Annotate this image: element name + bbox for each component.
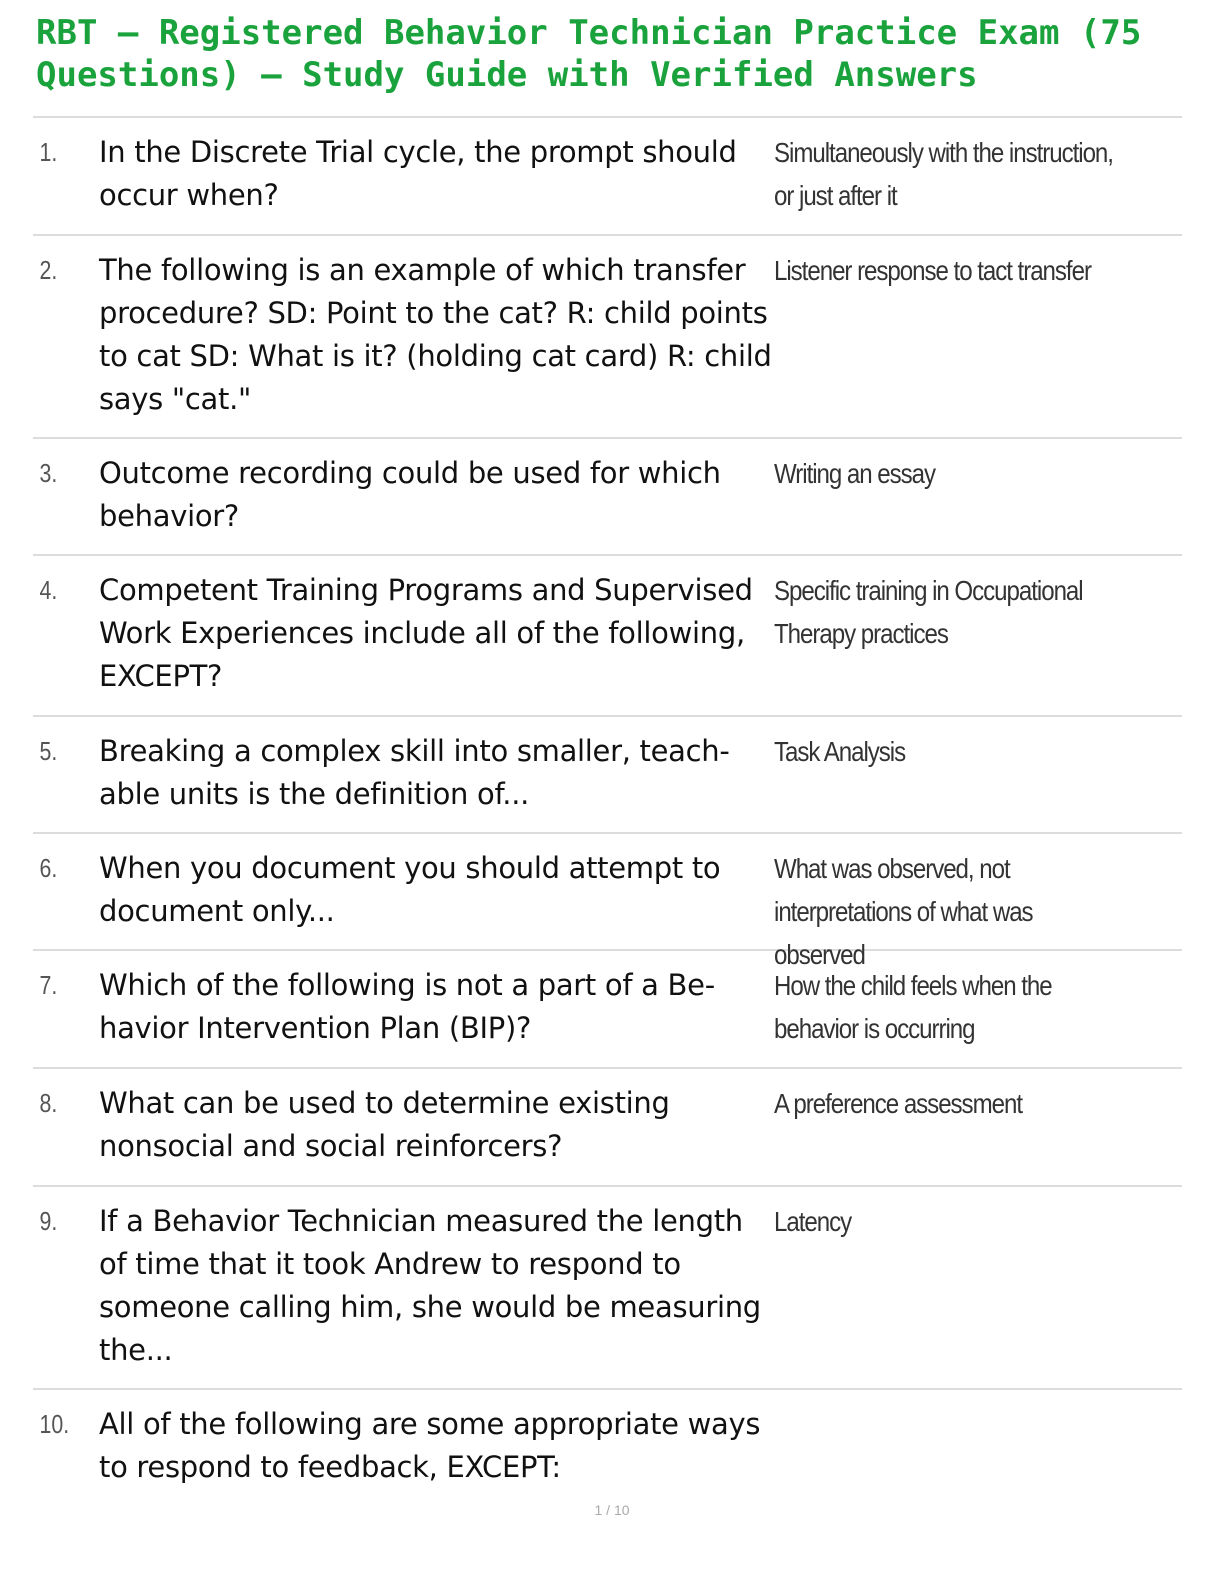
question-number: 4. bbox=[39, 575, 58, 605]
question-list bbox=[33, 116, 1182, 1500]
answer-text: Listener response to tact transfer bbox=[774, 255, 1091, 286]
question-row-6 bbox=[33, 834, 1182, 970]
question-text: Which of the following is not a part of a Behavior Intervention Plan (BIP)? bbox=[99, 968, 716, 1045]
answer-text: Latency bbox=[774, 1206, 852, 1237]
question-text: The following is an example of which transfer procedure? SD: Point to the cat? R: child points to cat SD: What is it? (holding cat card) R: child says "cat." bbox=[99, 253, 772, 416]
answer-text: Writing an essay bbox=[774, 458, 936, 489]
question-text: All of the following are some appropriate ways to respond to feedback, EXCEPT: bbox=[99, 1407, 761, 1484]
answer-text: Simultaneously with the instruction, or just after it bbox=[774, 137, 1113, 211]
question-text: Competent Training Programs and Supervised Work Experiences include all of the following, EXCEPT? bbox=[99, 573, 753, 693]
question-text: What can be used to determine existing nonsocial and social reinforcers? bbox=[99, 1086, 670, 1163]
question-row-8 bbox=[33, 1069, 1182, 1187]
question-text: If a Behavior Technician measured the length of time that it took Andrew to respond to someone calling him, she would be measuring the... bbox=[99, 1204, 761, 1367]
question-row-10 bbox=[33, 1390, 1182, 1500]
question-text: Breaking a complex skill into smaller, teachable units is the definition of... bbox=[99, 734, 730, 811]
question-row-7 bbox=[33, 951, 1182, 1069]
question-number: 2. bbox=[39, 255, 58, 285]
question-number: 1. bbox=[39, 137, 58, 167]
question-row-3 bbox=[33, 439, 1182, 556]
question-text: When you document you should attempt to document only... bbox=[99, 851, 721, 928]
question-row-1 bbox=[33, 118, 1182, 236]
question-number: 9. bbox=[39, 1206, 58, 1236]
question-number: 10. bbox=[39, 1409, 70, 1439]
question-row-5 bbox=[33, 717, 1182, 834]
question-text: Outcome recording could be used for which behavior? bbox=[99, 456, 721, 533]
question-row-2 bbox=[33, 236, 1182, 439]
question-text: In the Discrete Trial cycle, the prompt should occur when? bbox=[99, 135, 737, 212]
question-row-4 bbox=[33, 556, 1182, 717]
document-title: RBT – Registered Behavior Technician Practice Exam (75 Questions) – Study Guide with Verified Answers bbox=[36, 13, 1142, 95]
question-number: 8. bbox=[39, 1088, 58, 1118]
question-number: 7. bbox=[39, 970, 58, 1000]
answer-text: Specific training in Occupational Therapy practices bbox=[774, 575, 1083, 649]
question-number: 6. bbox=[39, 853, 58, 883]
answer-text: What was observed, not interpretations of what was observed bbox=[774, 853, 1033, 970]
answer-text: Task Analysis bbox=[774, 736, 906, 767]
answer-text: A preference assessment bbox=[774, 1088, 1022, 1119]
answer-text: How the child feels when the behavior is occurring bbox=[774, 970, 1052, 1044]
question-number: 3. bbox=[39, 458, 58, 488]
question-row-9 bbox=[33, 1187, 1182, 1390]
page-indicator: 1 / 10 bbox=[594, 1502, 630, 1518]
question-number: 5. bbox=[39, 736, 58, 766]
